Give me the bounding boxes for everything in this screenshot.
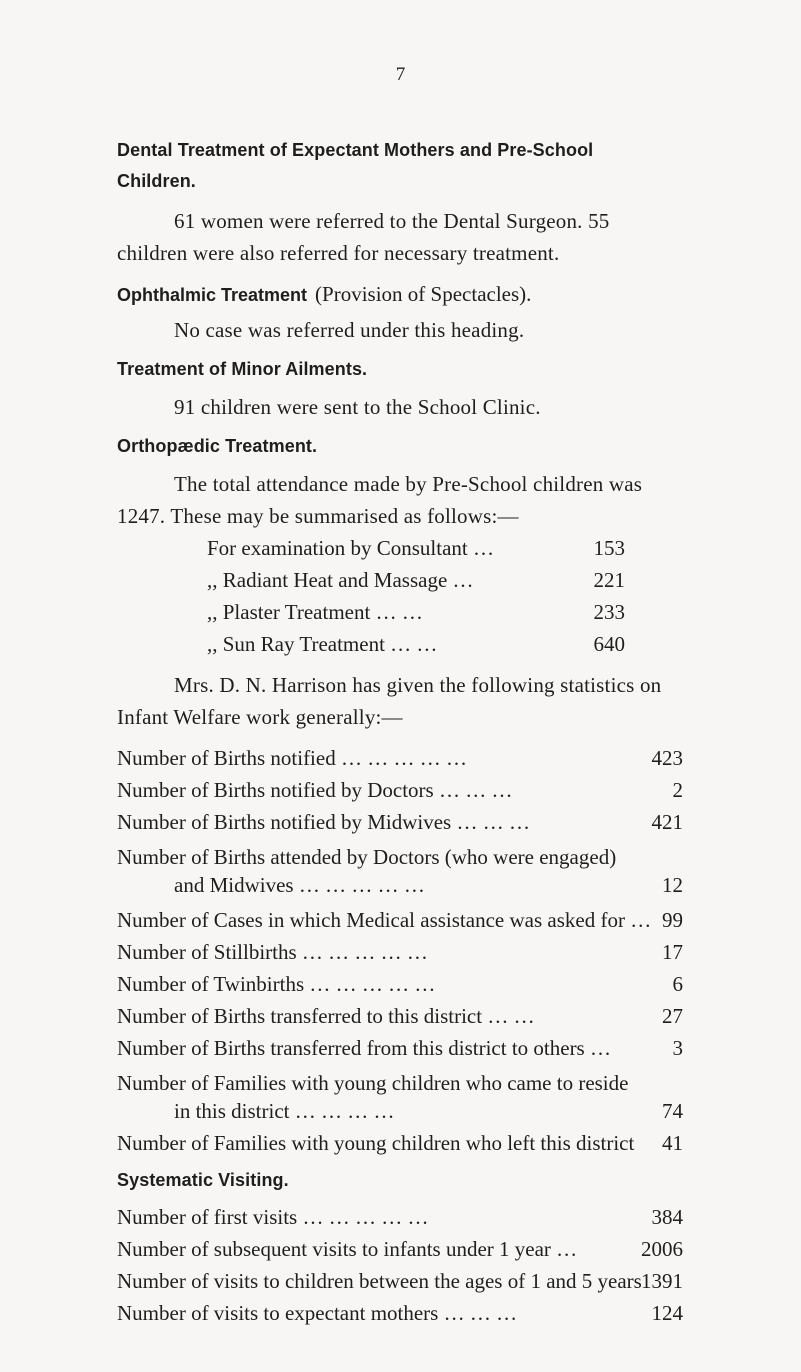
- stat-value: 41: [662, 1131, 683, 1155]
- dental-text-line1: 61 women were referred to the Dental Surgeon. 55: [174, 209, 610, 233]
- dental-heading-line1: Dental Treatment of Expectant Mothers and Pre-School: [117, 140, 594, 160]
- stat-value: 6: [672, 972, 683, 996]
- stat-label: Number of Families with young children who came to reside: [117, 1071, 629, 1095]
- stat-label: Number of Births attended by Doctors (who were engaged): [117, 845, 617, 869]
- visiting-label: Number of visits to children between the ages of 1 and 5 years: [117, 1269, 642, 1293]
- stat-label-continued: in this district … … … …: [174, 1099, 395, 1123]
- dental-heading-line2: Children.: [117, 171, 196, 191]
- visiting-label: Number of first visits … … … … …: [117, 1205, 429, 1229]
- stat-value: 2: [672, 778, 683, 802]
- visiting-value: 1391: [641, 1269, 683, 1293]
- orthopaedic-item-label: ,, Radiant Heat and Massage …: [207, 568, 474, 592]
- stat-label: Number of Stillbirths … … … … …: [117, 940, 428, 964]
- stat-value: 17: [662, 940, 683, 964]
- stat-value: 12: [662, 873, 683, 897]
- ophthalmic-heading-suffix: (Provision of Spectacles).: [315, 282, 532, 306]
- stat-label-continued: and Midwives … … … … …: [174, 873, 425, 897]
- orthopaedic-item-label: For examination by Consultant …: [207, 536, 494, 560]
- stat-value: 74: [662, 1099, 683, 1123]
- stat-value: 99: [662, 908, 683, 932]
- visiting-label: Number of subsequent visits to infants under 1 year …: [117, 1237, 578, 1261]
- stat-label: Number of Births notified by Doctors … … …: [117, 778, 513, 802]
- orthopaedic-text-line1: The total attendance made by Pre-School children was: [174, 472, 643, 496]
- visiting-heading: Systematic Visiting.: [117, 1170, 289, 1190]
- orthopaedic-text-line2: 1247. These may be summarised as follows:—: [117, 504, 519, 528]
- minor-text: 91 children were sent to the School Clinic.: [174, 395, 541, 419]
- minor-heading: Treatment of Minor Ailments.: [117, 359, 368, 379]
- orthopaedic-item-value: 153: [593, 536, 625, 560]
- dental-text-line2: children were also referred for necessary treatment.: [117, 241, 560, 265]
- stat-label: Number of Families with young children who left this district: [117, 1131, 635, 1155]
- stat-value: 423: [651, 746, 683, 770]
- visiting-value: 2006: [641, 1237, 683, 1261]
- visiting-value: 384: [651, 1205, 683, 1229]
- orthopaedic-item-value: 221: [593, 568, 625, 592]
- orthopaedic-item-value: 233: [593, 600, 625, 624]
- stat-label: Number of Births transferred to this district … …: [117, 1004, 535, 1028]
- orthopaedic-item-label: ,, Plaster Treatment … …: [207, 600, 423, 624]
- stat-label: Number of Twinbirths … … … … …: [117, 972, 436, 996]
- intro-line1: Mrs. D. N. Harrison has given the following statistics on: [174, 673, 662, 697]
- visiting-label: Number of visits to expectant mothers … … …: [117, 1301, 518, 1325]
- stat-value: 27: [662, 1004, 683, 1028]
- ophthalmic-heading-row: [117, 282, 531, 307]
- orthopaedic-item-value: 640: [593, 632, 625, 656]
- visiting-value: 124: [651, 1301, 683, 1325]
- orthopaedic-heading: Orthopædic Treatment.: [117, 436, 318, 456]
- intro-line2: Infant Welfare work generally:—: [117, 705, 403, 729]
- stat-label: Number of Births transferred from this district to others …: [117, 1036, 611, 1060]
- stat-value: 3: [672, 1036, 683, 1060]
- ophthalmic-heading: Ophthalmic Treatment: [117, 285, 308, 305]
- page-number: 7: [395, 64, 406, 85]
- stat-value: 421: [651, 810, 683, 834]
- stat-label: Number of Births notified … … … … …: [117, 746, 467, 770]
- stat-label: Number of Births notified by Midwives … … …: [117, 810, 530, 834]
- ophthalmic-text: No case was referred under this heading.: [174, 318, 525, 342]
- stat-label: Number of Cases in which Medical assistance was asked for …: [117, 908, 652, 932]
- orthopaedic-item-label: ,, Sun Ray Treatment … …: [207, 632, 438, 656]
